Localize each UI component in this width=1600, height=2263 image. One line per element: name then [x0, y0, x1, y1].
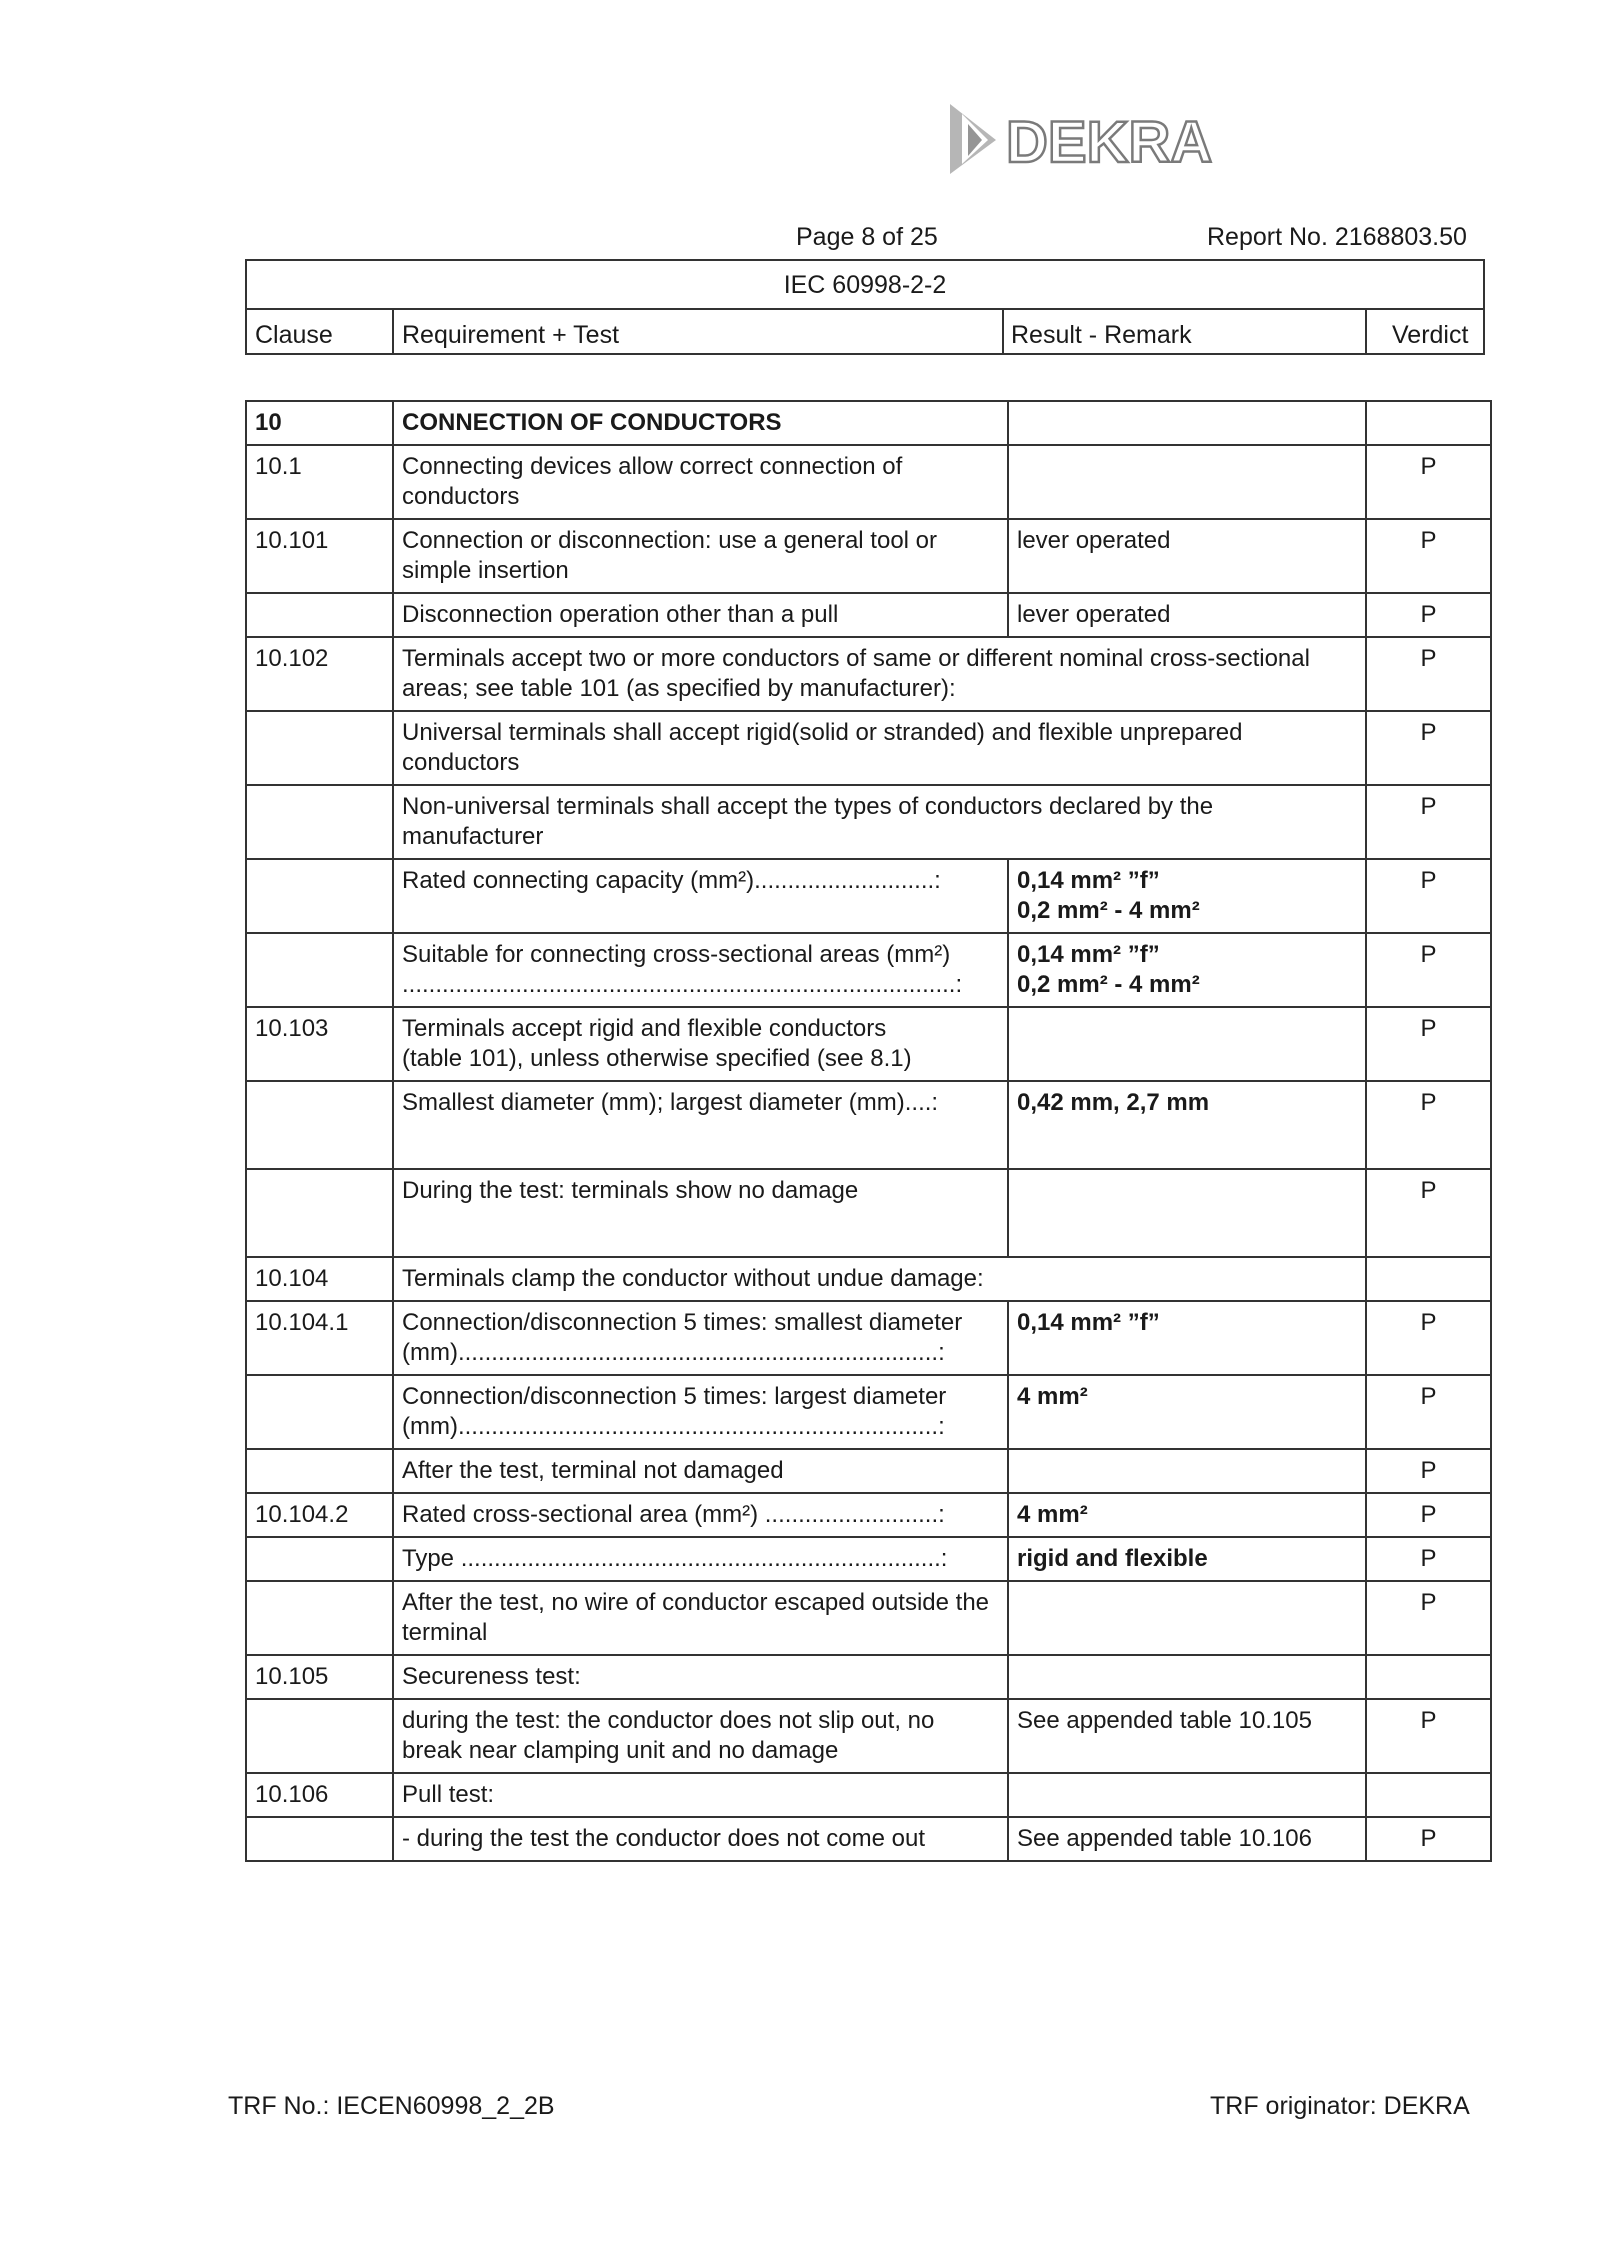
verdict-cell: P: [1366, 445, 1491, 519]
verdict-cell: [1366, 1655, 1491, 1699]
requirement-cell: Terminals accept two or more conductors of same or different nominal cross-sectional areas; see table 101 (as specified by manufacturer):: [393, 637, 1366, 711]
table-row: [246, 1375, 1491, 1449]
verdict-cell: P: [1366, 1081, 1491, 1169]
col-header-requirement: Requirement + Test: [402, 321, 620, 349]
clause-table: [245, 400, 1492, 1862]
table-row: [246, 401, 1491, 445]
requirement-cell: Connection/disconnection 5 times: largest diameter (mm)........................................................................:: [393, 1375, 1008, 1449]
requirement-cell: - during the test the conductor does not come out: [393, 1817, 1008, 1861]
requirement-cell: Universal terminals shall accept rigid(solid or stranded) and flexible unprepared conductors: [393, 711, 1366, 785]
standard-title: IEC 60998-2-2: [783, 271, 947, 299]
header-col-divider: [392, 308, 394, 353]
verdict-cell: P: [1366, 1699, 1491, 1773]
trf-number: TRF No.: IECEN60998_2_2B: [228, 2092, 555, 2120]
verdict-cell: P: [1366, 1581, 1491, 1655]
result-cell: [1008, 1169, 1366, 1257]
table-row: [246, 519, 1491, 593]
table-row: [246, 1537, 1491, 1581]
verdict-cell: P: [1366, 1449, 1491, 1493]
clause-cell: 10.102: [246, 637, 393, 711]
table-row: [246, 1581, 1491, 1655]
clause-cell: 10.104.1: [246, 1301, 393, 1375]
verdict-cell: P: [1366, 519, 1491, 593]
clause-cell: [246, 1375, 393, 1449]
report-number: Report No. 2168803.50: [1207, 223, 1467, 251]
clause-cell: [246, 1581, 393, 1655]
result-cell: [1008, 1773, 1366, 1817]
clause-cell: [246, 1449, 393, 1493]
result-cell: 4 mm²: [1008, 1493, 1366, 1537]
clause-cell: [246, 1169, 393, 1257]
col-header-verdict: Verdict: [1392, 321, 1469, 349]
requirement-cell: Rated connecting capacity (mm²)...........................:: [393, 859, 1008, 933]
requirement-cell: Secureness test:: [393, 1655, 1008, 1699]
table-row: [246, 1257, 1491, 1301]
table-row: [246, 1655, 1491, 1699]
col-header-clause: Clause: [255, 321, 333, 349]
requirement-cell: Terminals accept rigid and flexible conductors (table 101), unless otherwise specified (see 8.1): [393, 1007, 1008, 1081]
table-row: [246, 1699, 1491, 1773]
table-row: [246, 711, 1491, 785]
table-row: [246, 637, 1491, 711]
result-cell: 4 mm²: [1008, 1375, 1366, 1449]
report-header-box: [245, 259, 1485, 355]
trf-originator: TRF originator: DEKRA: [1210, 2092, 1470, 2120]
table-row: [246, 1817, 1491, 1861]
clause-cell: 10.106: [246, 1773, 393, 1817]
verdict-cell: P: [1366, 711, 1491, 785]
result-cell: rigid and flexible: [1008, 1537, 1366, 1581]
verdict-cell: P: [1366, 593, 1491, 637]
requirement-cell: Type ........................................................................:: [393, 1537, 1008, 1581]
clause-cell: [246, 1537, 393, 1581]
verdict-cell: [1366, 1773, 1491, 1817]
clause-cell: [246, 933, 393, 1007]
verdict-cell: P: [1366, 637, 1491, 711]
verdict-cell: P: [1366, 1375, 1491, 1449]
verdict-cell: P: [1366, 1493, 1491, 1537]
header-col-divider: [1002, 308, 1004, 353]
clause-cell: [246, 1817, 393, 1861]
clause-cell: 10.1: [246, 445, 393, 519]
table-row: [246, 1493, 1491, 1537]
result-cell: 0,14 mm² ”f”: [1008, 1301, 1366, 1375]
requirement-cell: Non-universal terminals shall accept the types of conductors declared by the manufacturer: [393, 785, 1366, 859]
clause-cell: 10.104.2: [246, 1493, 393, 1537]
verdict-cell: P: [1366, 1007, 1491, 1081]
header-col-divider: [1365, 308, 1367, 353]
requirement-cell: during the test: the conductor does not slip out, no break near clamping unit and no damage: [393, 1699, 1008, 1773]
verdict-cell: [1366, 401, 1491, 445]
table-row: [246, 1007, 1491, 1081]
clause-cell: [246, 1081, 393, 1169]
table-row: [246, 1081, 1491, 1169]
table-row: [246, 1449, 1491, 1493]
clause-cell: [246, 593, 393, 637]
result-cell: 0,42 mm, 2,7 mm: [1008, 1081, 1366, 1169]
verdict-cell: P: [1366, 1537, 1491, 1581]
clause-cell: [246, 785, 393, 859]
table-row: [246, 859, 1491, 933]
result-cell: [1008, 1007, 1366, 1081]
requirement-cell: After the test, terminal not damaged: [393, 1449, 1008, 1493]
result-cell: [1008, 1449, 1366, 1493]
table-row: [246, 933, 1491, 1007]
table-row: [246, 785, 1491, 859]
requirement-cell: After the test, no wire of conductor escaped outside the terminal: [393, 1581, 1008, 1655]
requirement-cell: Smallest diameter (mm); largest diameter (mm)....:: [393, 1081, 1008, 1169]
requirement-cell: Pull test:: [393, 1773, 1008, 1817]
clause-cell: 10.101: [246, 519, 393, 593]
result-cell: lever operated: [1008, 593, 1366, 637]
verdict-cell: P: [1366, 859, 1491, 933]
clause-cell: 10.104: [246, 1257, 393, 1301]
requirement-cell: Connection or disconnection: use a general tool or simple insertion: [393, 519, 1008, 593]
clause-cell: [246, 711, 393, 785]
clause-cell: 10.103: [246, 1007, 393, 1081]
verdict-cell: P: [1366, 785, 1491, 859]
table-row: [246, 445, 1491, 519]
verdict-cell: P: [1366, 1169, 1491, 1257]
table-row: [246, 1773, 1491, 1817]
result-cell: [1008, 1655, 1366, 1699]
table-row: [246, 1301, 1491, 1375]
result-cell: 0,14 mm² ”f” 0,2 mm² - 4 mm²: [1008, 933, 1366, 1007]
clause-cell: [246, 1699, 393, 1773]
verdict-cell: P: [1366, 933, 1491, 1007]
verdict-cell: P: [1366, 1301, 1491, 1375]
clause-cell: 10.105: [246, 1655, 393, 1699]
verdict-cell: P: [1366, 1817, 1491, 1861]
dekra-logo: [948, 100, 1268, 180]
result-cell: [1008, 445, 1366, 519]
page-number: Page 8 of 25: [796, 223, 938, 251]
result-cell: See appended table 10.105: [1008, 1699, 1366, 1773]
result-cell: 0,14 mm² ”f” 0,2 mm² - 4 mm²: [1008, 859, 1366, 933]
result-cell: See appended table 10.106: [1008, 1817, 1366, 1861]
logo-wordmark: DEKRA: [1006, 110, 1213, 175]
requirement-cell: Rated cross-sectional area (mm²) ..........................:: [393, 1493, 1008, 1537]
result-cell: [1008, 401, 1366, 445]
table-row: [246, 593, 1491, 637]
requirement-cell: During the test: terminals show no damage: [393, 1169, 1008, 1257]
requirement-cell: Disconnection operation other than a pull: [393, 593, 1008, 637]
requirement-cell: Connecting devices allow correct connection of conductors: [393, 445, 1008, 519]
clause-cell: [246, 859, 393, 933]
requirement-cell: Suitable for connecting cross-sectional areas (mm²) ...................................................................................:: [393, 933, 1008, 1007]
col-header-result: Result - Remark: [1011, 321, 1192, 349]
result-cell: lever operated: [1008, 519, 1366, 593]
requirement-cell: Connection/disconnection 5 times: smallest diameter (mm)........................................................................:: [393, 1301, 1008, 1375]
clause-cell: 10: [246, 401, 393, 445]
header-divider: [247, 308, 1483, 310]
requirement-cell: Terminals clamp the conductor without undue damage:: [393, 1257, 1366, 1301]
table-row: [246, 1169, 1491, 1257]
requirement-cell: CONNECTION OF CONDUCTORS: [393, 401, 1008, 445]
result-cell: [1008, 1581, 1366, 1655]
verdict-cell: [1366, 1257, 1491, 1301]
